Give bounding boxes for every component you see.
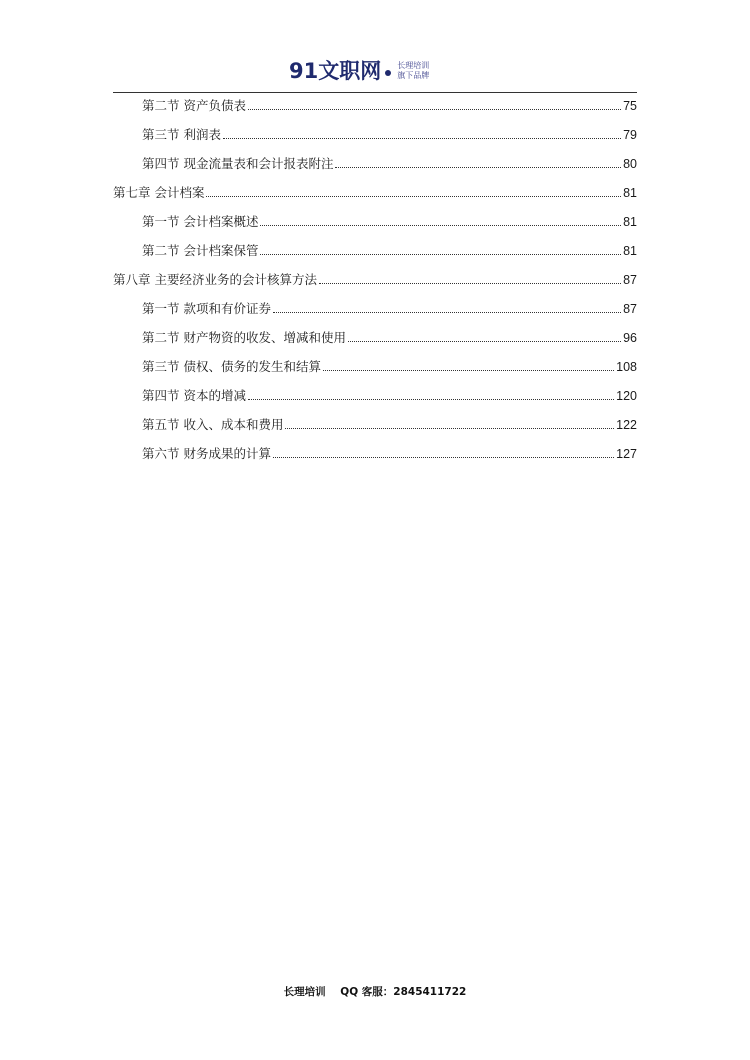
toc-entry-title: 第八章 主要经济业务的会计核算方法 (113, 272, 317, 287)
toc-entry-title: 第二节 会计档案保管 (142, 243, 259, 258)
toc-entry[interactable] (113, 181, 637, 201)
toc-entry-page: 81 (623, 244, 637, 258)
logo-tagline-line1: 长理培训 (397, 61, 430, 70)
toc-leader-dots (335, 167, 621, 168)
toc-entry-page: 120 (616, 389, 637, 403)
toc-entry-title: 第五节 收入、成本和费用 (142, 417, 284, 432)
toc-entry-page: 81 (623, 215, 637, 229)
toc-entry-title: 第六节 财务成果的计算 (142, 446, 271, 461)
toc-leader-dots (273, 312, 621, 313)
header-divider (113, 92, 637, 93)
toc-entry-title: 第四节 资本的增减 (142, 388, 246, 403)
toc-leader-dots (319, 283, 621, 284)
toc-entry-title: 第三节 债权、债务的发生和结算 (142, 359, 321, 374)
toc-entry-page: 122 (616, 418, 637, 432)
toc-entry[interactable] (142, 123, 637, 143)
toc-entry-page: 108 (616, 360, 637, 374)
toc-entry[interactable] (142, 210, 637, 230)
toc-entry-page: 127 (616, 447, 637, 461)
toc-leader-dots (273, 457, 614, 458)
toc-entry[interactable] (142, 442, 637, 462)
toc-entry-title: 第三节 利润表 (142, 127, 221, 142)
toc-leader-dots (206, 196, 621, 197)
toc-entry-title: 第四节 现金流量表和会计报表附注 (142, 156, 334, 171)
logo-tagline (397, 61, 429, 81)
toc-leader-dots (323, 370, 614, 371)
toc-entry-page: 96 (623, 331, 637, 345)
logo-dot-icon (385, 70, 391, 76)
toc-leader-dots (348, 341, 621, 342)
logo-tagline-line2: 旗下品牌 (397, 71, 430, 80)
toc-entry[interactable] (142, 94, 637, 114)
page-footer: 长理培训 QQ 客服：2845411722 (283, 986, 467, 998)
toc-entry-title: 第七章 会计档案 (113, 185, 205, 200)
toc-entry-title: 第一节 款项和有价证券 (142, 301, 271, 316)
toc-leader-dots (223, 138, 621, 139)
toc-entry[interactable] (142, 326, 637, 346)
toc-entry[interactable] (142, 384, 637, 404)
toc-entry-page: 80 (623, 157, 637, 171)
toc-leader-dots (260, 225, 621, 226)
toc-entry-title: 第二节 资产负债表 (142, 98, 246, 113)
toc-leader-dots (260, 254, 621, 255)
toc-leader-dots (248, 109, 621, 110)
toc-entry-title: 第一节 会计档案概述 (142, 214, 259, 229)
toc-entry[interactable] (142, 413, 637, 433)
toc-entry-page: 87 (623, 273, 637, 287)
toc-entry-title: 第二节 财产物资的收发、增减和使用 (142, 330, 346, 345)
page-header (0, 58, 750, 92)
brand-logo (289, 58, 429, 84)
toc-entry[interactable] (142, 239, 637, 259)
toc-entry-page: 79 (623, 128, 637, 142)
toc-entry-page: 75 (623, 99, 637, 113)
toc-entry[interactable] (142, 152, 637, 172)
toc-leader-dots (248, 399, 614, 400)
toc-entry[interactable] (142, 297, 637, 317)
toc-entry[interactable] (142, 355, 637, 375)
toc-entry-page: 81 (623, 186, 637, 200)
logo-text: 91文职网 (289, 59, 382, 83)
toc-entry[interactable] (113, 268, 637, 288)
toc-leader-dots (285, 428, 614, 429)
toc-entry-page: 87 (623, 302, 637, 316)
